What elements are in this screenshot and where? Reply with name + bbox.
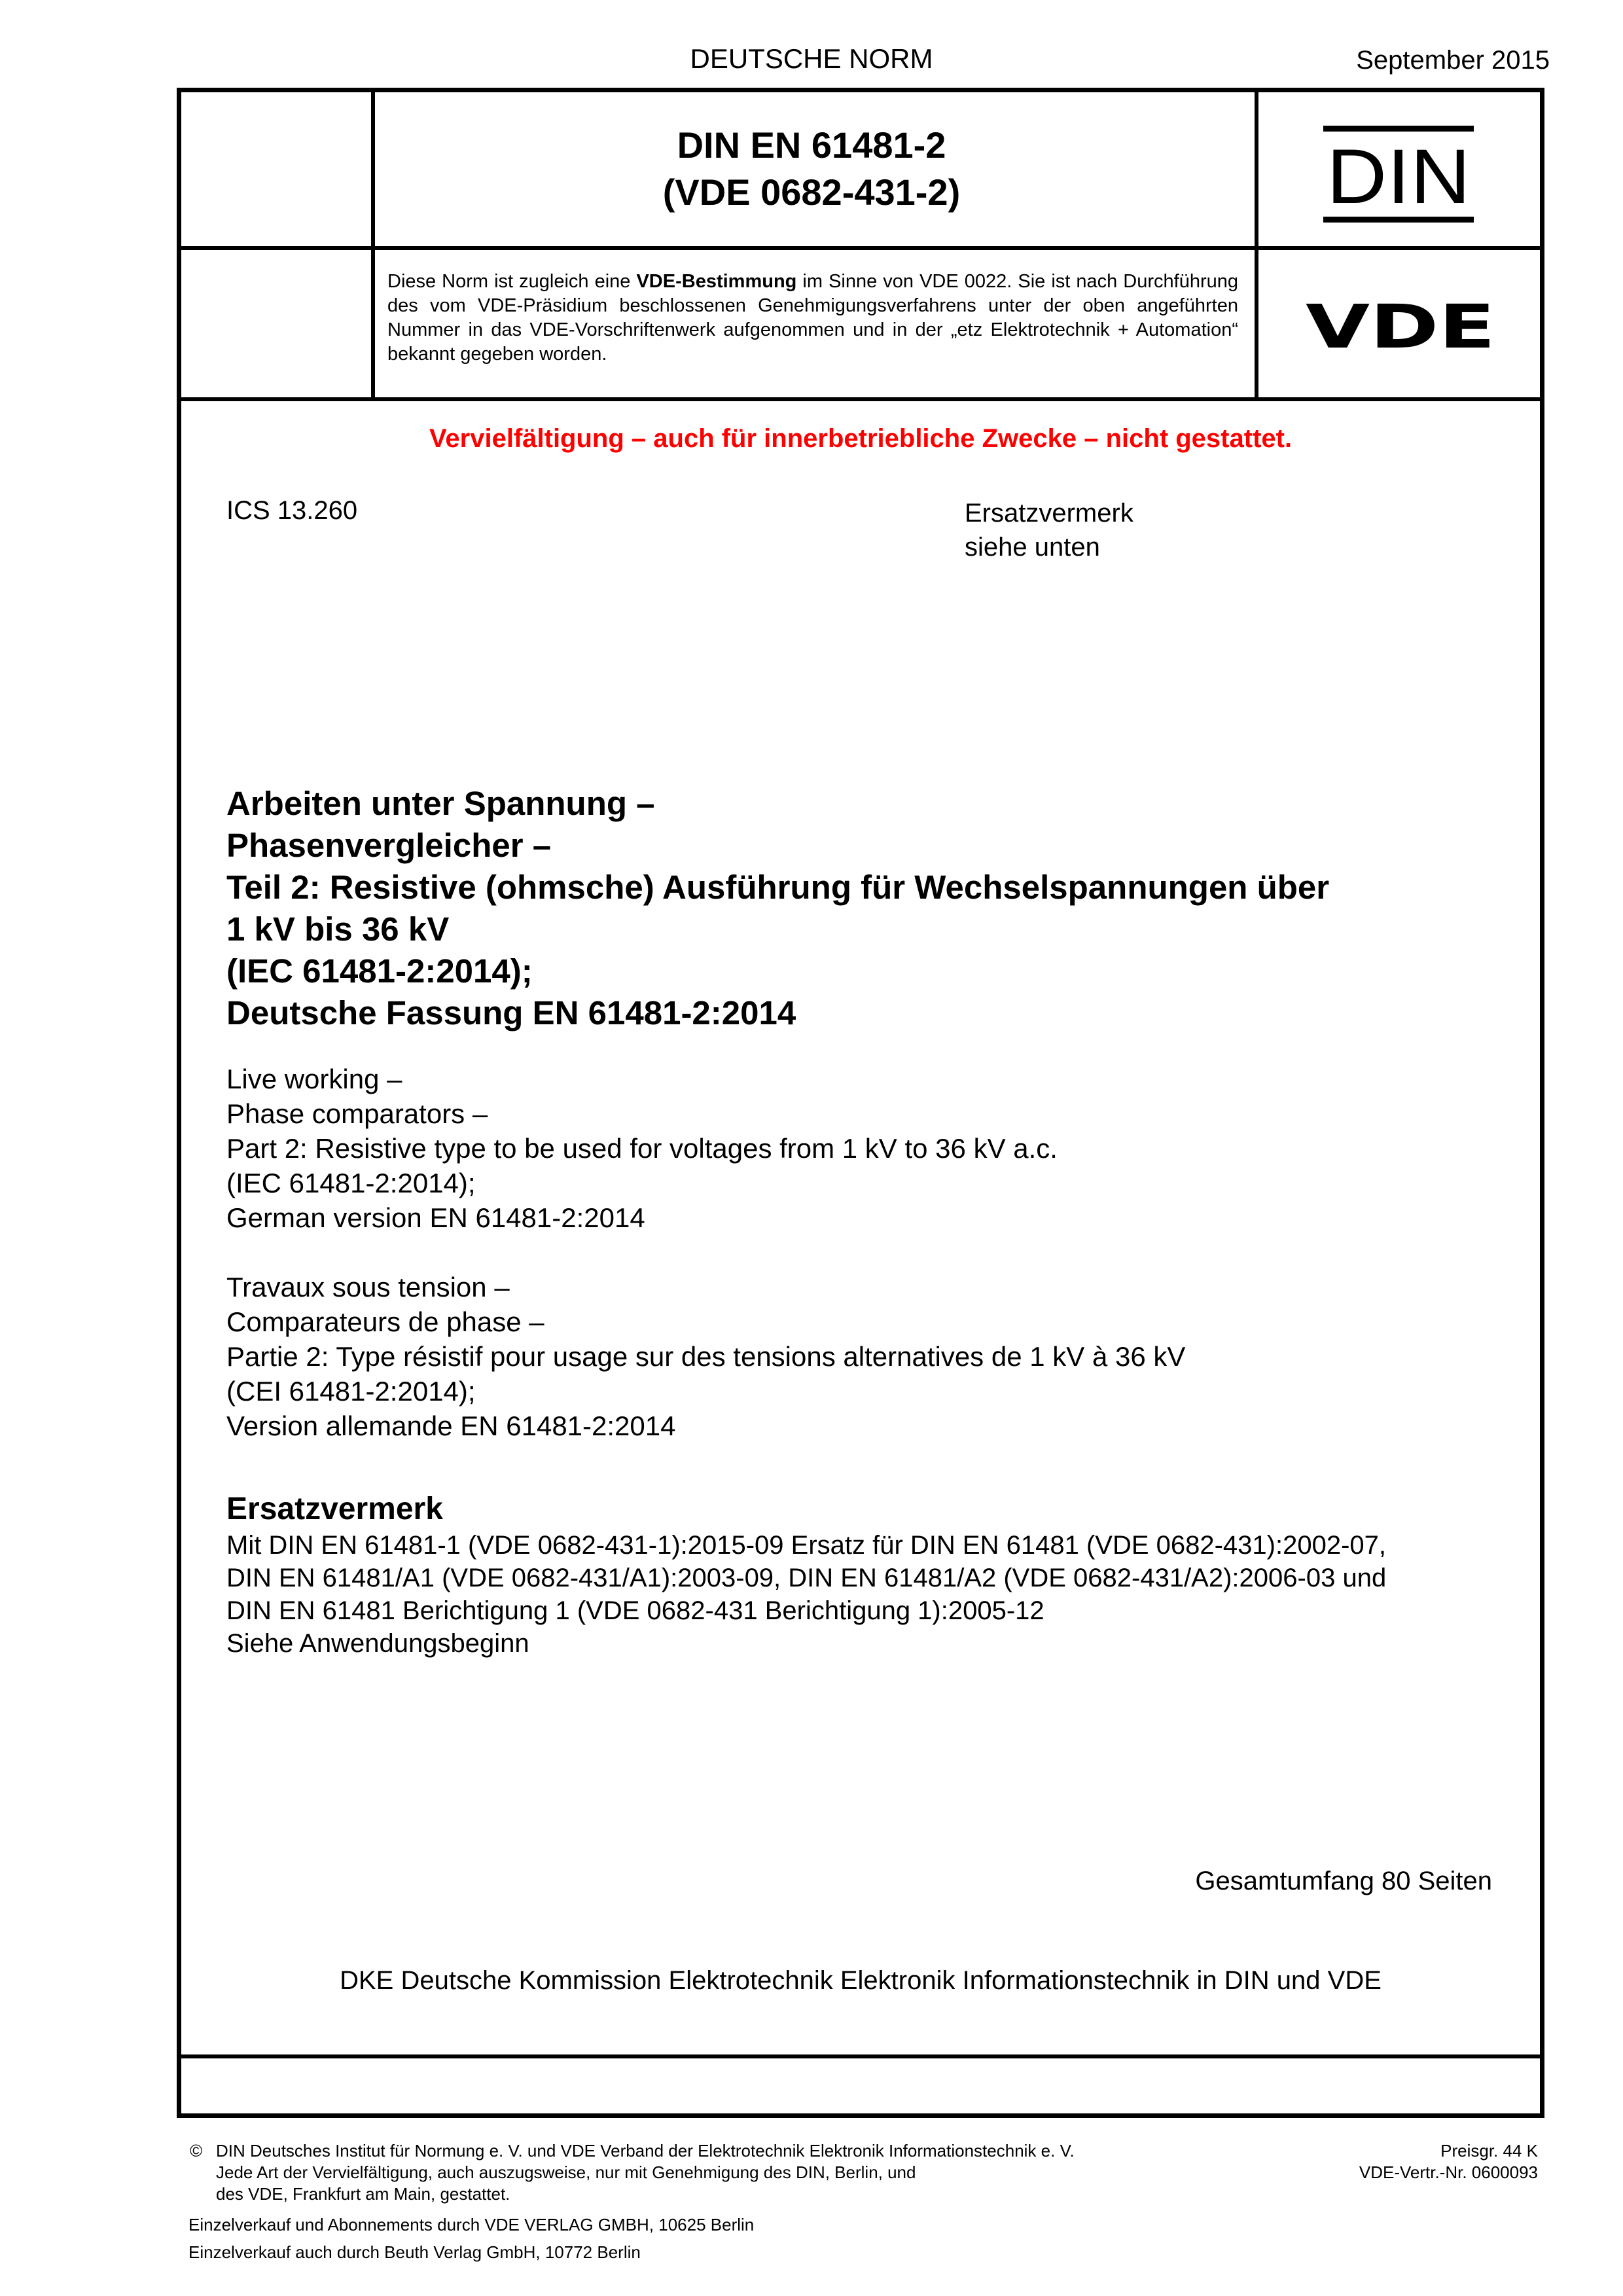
footer-sales-info: Einzelverkauf und Abonnements durch VDE VERLAG GMBH, 10625 Berlin Einzelverkauf auch durch Beuth Verlag GmbH, 10772 Berlin <box>188 2215 755 2262</box>
vde-logo-text: VDE <box>1306 298 1495 357</box>
vde-regulation-note: Diese Norm ist zugleich eine VDE-Bestimmung im Sinne von VDE 0022. Sie ist nach Durchführung des vom VDE-Präsidium beschlossenen Genehmigungsverfahrens unter der oben angeführten Nummer in das VDE-Vorschriftenwerk aufgenommen und in der „etz Elektrotechnik + Automation“ bekannt gegeben worden. <box>387 271 1238 365</box>
total-page-count: Gesamtumfang 80 Seiten <box>1195 1867 1492 1895</box>
din-logo-text: DIN <box>1327 134 1471 220</box>
title-french: Travaux sous tension – Comparateurs de phase – Partie 2: Type résistif pour usage sur des tensions alternatives de 1 kV à 36 kV (CEI 61481-2:2014); Version allemande EN 61481-2:2014 <box>226 1272 1186 1441</box>
ics-code: ICS 13.260 <box>226 496 358 525</box>
header-divider-1 <box>181 246 1540 250</box>
footer-price-info <box>1342 2140 1538 2183</box>
replacement-text: Mit DIN EN 61481-1 (VDE 0682-431-1):2015-09 Ersatz für DIN EN 61481 (VDE 0682-431):2002-07, DIN EN 61481/A1 (VDE 0682-431/A1):2003-09, DIN EN 61481/A2 (VDE 0682-431/A2):2006-03 und DIN EN 61481 Berichtigung 1 (VDE 0682-431 Berichtigung 1):2005-12 Siehe Anwendungsbeginn <box>226 1531 1387 1658</box>
norm-type-label: DEUTSCHE NORM <box>690 43 933 74</box>
publication-date: September 2015 <box>1356 46 1550 75</box>
price-group: Preisgr. 44 K <box>1440 2141 1538 2161</box>
vde-bestimmung-term: VDE-Bestimmung <box>636 271 797 292</box>
dke-committee: DKE Deutsche Kommission Elektrotechnik Elektronik Informationstechnik in DIN und VDE <box>340 1966 1382 1995</box>
title-german: Arbeiten unter Spannung – Phasenvergleicher – Teil 2: Resistive (ohmsche) Ausführung für Wechselspannungen über 1 kV bis 36 kV (IEC 61481-2:2014); Deutsche Fassung EN 61481-2:2014 <box>226 785 1330 1031</box>
title-english: Live working – Phase comparators – Part 2: Resistive type to be used for voltages from 1 kV to 36 kV a.c. (IEC 61481-2:2014); German version EN 61481-2:2014 <box>226 1064 1058 1233</box>
header-divider-2 <box>181 397 1540 401</box>
copyright-icon: © <box>190 2141 203 2161</box>
vde-number: (VDE 0682-431-2) <box>662 171 961 213</box>
vde-logo <box>1302 298 1499 357</box>
replacement-heading: Ersatzvermerk <box>226 1492 443 1526</box>
document-number-block <box>373 122 1250 216</box>
vde-distribution-number: VDE-Vertr.-Nr. 0600093 <box>1359 2162 1538 2182</box>
bottom-divider <box>181 2054 1540 2058</box>
din-logo <box>1323 126 1474 223</box>
header-col-divider-right <box>1255 92 1258 401</box>
replacement-reference: Ersatzvermerk siehe unten <box>965 499 1133 562</box>
copy-prohibition-warning: Vervielfältigung – auch für innerbetriebliche Zwecke – nicht gestattet. <box>429 424 1293 453</box>
document-number: DIN EN 61481-2 <box>677 124 946 166</box>
